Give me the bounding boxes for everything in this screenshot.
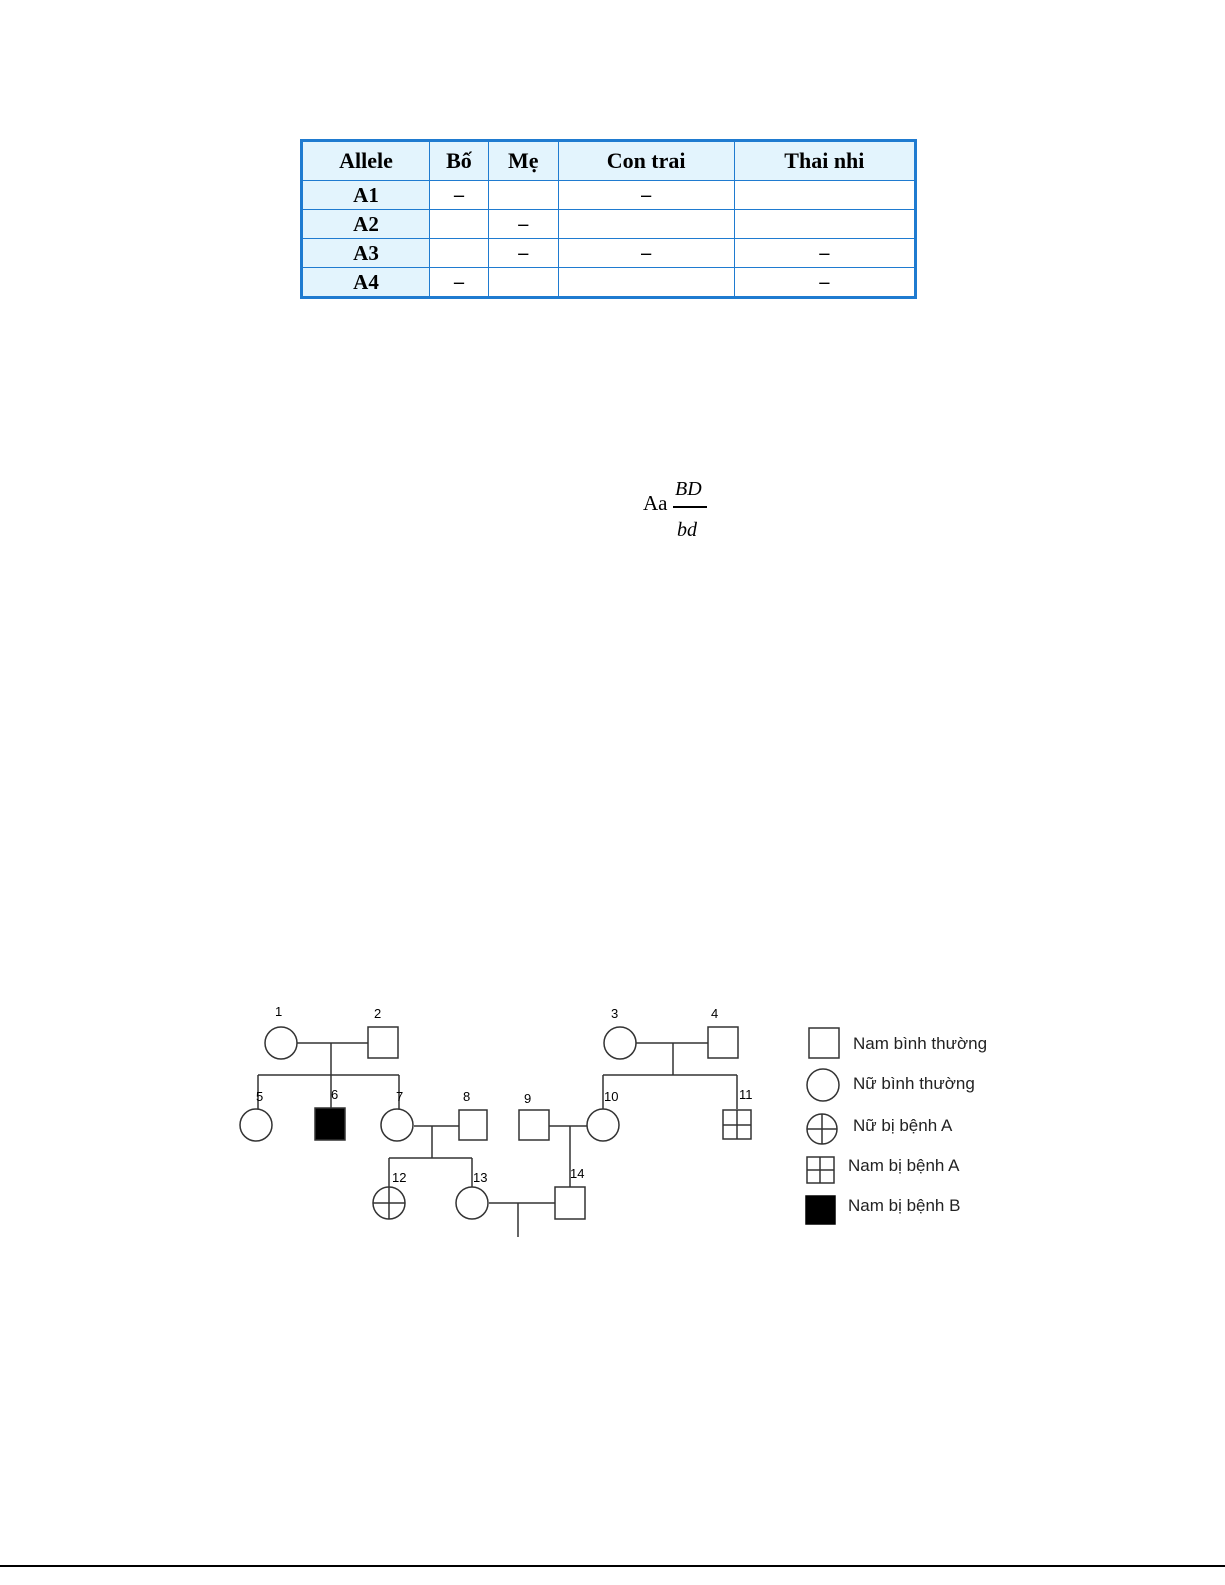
individual-1-female: [265, 1027, 297, 1059]
individual-1-label: 1: [275, 1004, 283, 1019]
individual-10-female: [587, 1109, 619, 1141]
individual-3-label: 3: [611, 1006, 619, 1021]
header-son: Con trai: [558, 141, 734, 181]
legend-male-disease-a: Nam bị bệnh A: [848, 1156, 960, 1175]
row-label: A2: [302, 210, 430, 239]
individual-7-label: 7: [396, 1089, 404, 1104]
individual-2-male: [368, 1027, 398, 1058]
header-fetus: Thai nhi: [734, 141, 915, 181]
individual-14-label: 14: [570, 1166, 585, 1181]
individual-9-male: [519, 1110, 549, 1140]
table-cell: –: [734, 268, 915, 298]
table-cell: –: [488, 239, 558, 268]
individual-2-label: 2: [374, 1006, 382, 1021]
individual-5-female: [240, 1109, 272, 1141]
table-cell: –: [558, 181, 734, 210]
page-bottom-rule: [0, 1565, 1225, 1567]
individual-6-affected-male-b: [315, 1108, 345, 1140]
individual-13-female: [456, 1187, 488, 1219]
individual-10-label: 10: [604, 1089, 619, 1104]
individual-3-female: [604, 1027, 636, 1059]
header-father: Bố: [430, 141, 489, 181]
legend-normal-male: Nam bình thường: [853, 1034, 988, 1053]
individual-11-label: 11: [739, 1087, 753, 1102]
individual-9-label: 9: [524, 1091, 532, 1106]
normal-male-icon: [809, 1028, 839, 1058]
individual-labels: [256, 1004, 753, 1185]
table-cell: –: [488, 210, 558, 239]
individual-7-female: [381, 1109, 413, 1141]
table-cell: –: [558, 239, 734, 268]
row-label: A3: [302, 239, 430, 268]
pedigree-legend: [806, 1028, 987, 1224]
header-mother: Mẹ: [488, 141, 558, 181]
formula-prefix: Aa: [643, 491, 668, 515]
legend-male-disease-b: Nam bị bệnh B: [848, 1196, 961, 1215]
individual-4-male: [708, 1027, 738, 1058]
normal-female-icon: [807, 1069, 839, 1101]
header-allele: Allele: [302, 141, 430, 181]
legend-normal-female: Nữ bình thường: [853, 1074, 975, 1093]
row-label: A1: [302, 181, 430, 210]
row-label: A4: [302, 268, 430, 298]
table-cell: –: [430, 268, 489, 298]
table-cell: –: [430, 181, 489, 210]
individual-5-label: 5: [256, 1089, 264, 1104]
individual-8-label: 8: [463, 1089, 471, 1104]
individual-13-label: 13: [473, 1170, 488, 1185]
formula-denominator: bd: [677, 519, 697, 541]
affected-male-b-icon: [806, 1196, 835, 1224]
individual-8-male: [459, 1110, 487, 1140]
individual-12-label: 12: [392, 1170, 407, 1185]
table-cell: –: [734, 239, 915, 268]
individual-6-label: 6: [331, 1087, 339, 1102]
legend-female-disease-a: Nữ bị bệnh A: [853, 1116, 953, 1135]
individual-4-label: 4: [711, 1006, 719, 1021]
individual-14-male: [555, 1187, 585, 1219]
formula-numerator: BD: [675, 478, 702, 500]
